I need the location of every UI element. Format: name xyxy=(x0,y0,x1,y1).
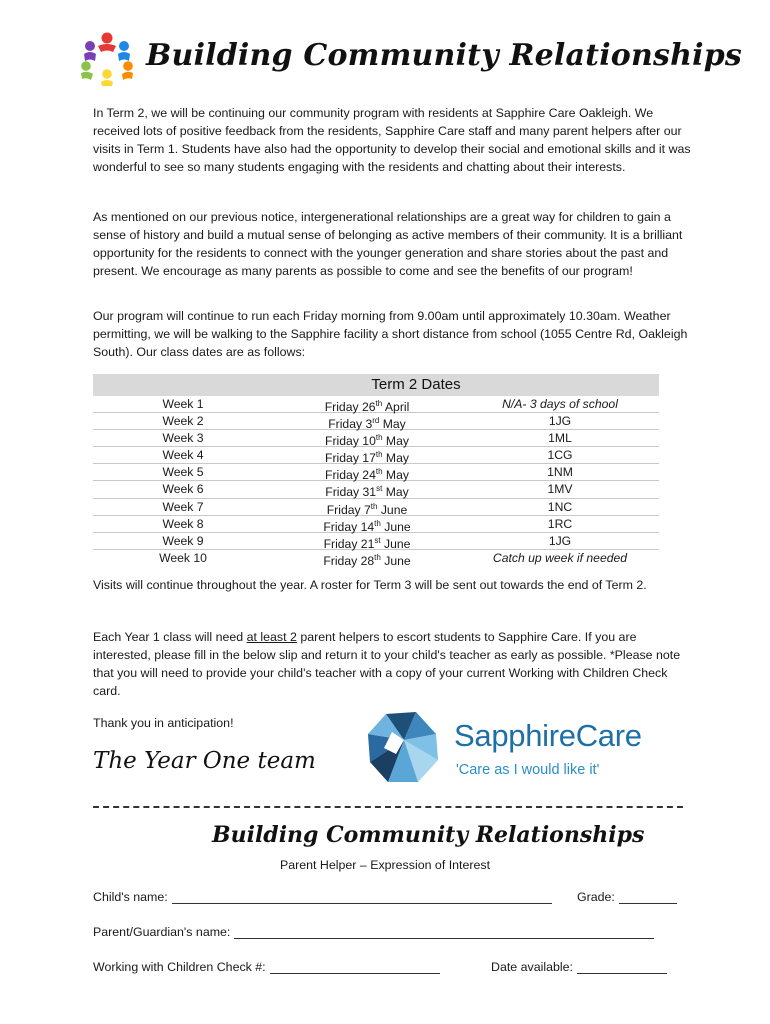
date-month: May xyxy=(385,485,409,500)
date-month: May xyxy=(385,434,409,449)
date-ordinal: st xyxy=(376,484,383,494)
week-cell: Week 3 xyxy=(162,431,204,446)
term-dates-row xyxy=(93,516,659,533)
child-name-label: Child's name: xyxy=(93,890,168,904)
date-ordinal: th xyxy=(375,399,383,408)
date-day: Friday 28 xyxy=(323,553,375,568)
header xyxy=(76,30,742,90)
visits-paragraph: Visits will continue throughout the year. A roster for Term 3 will be sent out towards the end of Term 2. xyxy=(93,578,647,592)
helpers-text-underlined: at least 2 xyxy=(246,630,297,644)
week-cell: Week 6 xyxy=(162,482,204,497)
class-cell: 1NM xyxy=(547,465,573,480)
date-ordinal: th xyxy=(375,467,383,477)
slip-row-parent xyxy=(93,925,683,945)
week-cell: Week 8 xyxy=(162,516,204,531)
term-dates-row xyxy=(93,447,659,464)
date-month: May xyxy=(382,417,406,432)
term-dates-row xyxy=(93,464,659,481)
term-dates-row xyxy=(93,396,659,413)
date-day: Friday 17 xyxy=(325,451,376,466)
date-month: June xyxy=(384,536,411,551)
week-cell: Week 5 xyxy=(162,465,204,480)
term-dates-row xyxy=(93,499,659,516)
date-month: June xyxy=(384,553,411,568)
date-cell xyxy=(273,533,461,549)
slip-subtitle: Parent Helper – Expression of Interest xyxy=(279,858,491,872)
term-dates-row xyxy=(93,481,659,498)
term-dates-heading: Term 2 Dates xyxy=(93,374,659,396)
sapphire-gem-icon xyxy=(366,710,440,784)
date-day: Friday 3 xyxy=(328,417,373,432)
week-cell: Week 2 xyxy=(162,414,204,429)
wwcc-line[interactable] xyxy=(270,961,440,974)
slip-row-wwcc xyxy=(93,960,683,980)
date-ordinal: rd xyxy=(372,416,380,426)
helpers-text-b: parent helpers to escort students to Sapphire Care. If you are interested, please fill in the below slip and return it to your child's teacher as early as possible. *Please note that you will need to provide your child's teacher with a copy of your current Working with Children Check card. xyxy=(93,630,681,698)
parent-name-line[interactable] xyxy=(234,926,654,939)
child-name-line[interactable] xyxy=(172,891,552,904)
date-day: Friday 31 xyxy=(325,485,377,500)
grade-label: Grade: xyxy=(577,890,615,904)
term-dates-row xyxy=(93,430,659,447)
slip-row-child xyxy=(93,890,683,910)
week-cell: Week 10 xyxy=(159,550,207,565)
week-cell: Week 1 xyxy=(162,397,204,411)
week-cell: Week 4 xyxy=(162,448,204,463)
child-name-field[interactable] xyxy=(93,890,552,904)
page-title: Building Community Relationships xyxy=(146,38,742,73)
date-month: June xyxy=(384,519,411,534)
week-cell: Week 7 xyxy=(162,499,204,514)
class-cell: 1CG xyxy=(547,448,573,463)
class-cell: Catch up week if needed xyxy=(492,550,628,565)
date-day: Friday 21 xyxy=(323,536,375,551)
date-day: Friday 24 xyxy=(325,468,376,483)
date-ordinal: th xyxy=(375,433,383,443)
date-cell xyxy=(273,499,461,515)
date-cell xyxy=(273,550,461,566)
date-cell xyxy=(273,430,461,449)
class-cell: 1NC xyxy=(547,499,573,514)
thank-you-text: Thank you in anticipation! xyxy=(93,716,234,730)
date-cell xyxy=(273,396,461,415)
date-cell xyxy=(273,516,461,532)
date-available-field[interactable] xyxy=(491,960,667,974)
date-cell xyxy=(273,413,461,432)
week-cell: Week 9 xyxy=(162,533,204,548)
sapphire-brand-name: SapphireCare xyxy=(454,718,642,753)
date-ordinal: th xyxy=(374,518,381,528)
wwcc-label: Working with Children Check #: xyxy=(93,960,266,974)
date-ordinal: th xyxy=(370,501,378,511)
date-day: Friday 26 xyxy=(324,400,376,415)
sapphire-tagline: 'Care as I would like it' xyxy=(456,762,600,778)
date-available-line[interactable] xyxy=(577,961,667,974)
intro-paragraph: In Term 2, we will be continuing our community program with residents at Sapphire Care Oakleigh. We received lots of positive feedback from the residents, Sapphire Care staff and many parent helpers after our visits in Term 1. Students have also had the opportunity to develop their social and emotional skills and it was wonderful to see so many students engaging with the residents and chatting about their interests. xyxy=(93,106,691,174)
helpers-paragraph xyxy=(93,628,693,700)
sapphire-care-logo xyxy=(366,710,696,790)
cut-here-divider xyxy=(93,806,683,808)
helpers-text-a: Each Year 1 class will need xyxy=(93,630,247,644)
class-cell: 1RC xyxy=(547,516,573,531)
term-dates-row xyxy=(93,533,659,550)
schedule-paragraph: Our program will continue to run each Friday morning from 9.00am until approximately 10.30am. Weather permitting, we will be walking to the Sapphire facility a short distance from school (1055 Centre Rd, Oakleigh South). Our class dates are as follows: xyxy=(93,309,688,359)
date-ordinal: st xyxy=(374,535,381,545)
wwcc-field[interactable] xyxy=(93,960,440,974)
date-cell xyxy=(273,481,461,500)
date-cell xyxy=(273,464,461,483)
date-month: May xyxy=(385,451,409,466)
date-ordinal: th xyxy=(375,450,383,460)
class-cell: 1JG xyxy=(548,414,572,429)
signoff-signature: The Year One team xyxy=(93,748,316,774)
class-cell: 1ML xyxy=(548,431,572,446)
class-cell: 1MV xyxy=(547,482,573,497)
date-cell xyxy=(273,447,461,466)
grade-field[interactable] xyxy=(577,890,677,904)
date-ordinal: th xyxy=(374,552,381,562)
term-dates-row xyxy=(93,413,659,430)
class-cell: 1JG xyxy=(548,533,572,548)
date-day: Friday 7 xyxy=(326,502,371,517)
community-people-logo-icon xyxy=(76,30,138,86)
parent-name-label: Parent/Guardian's name: xyxy=(93,925,231,939)
term-dates-row xyxy=(93,550,659,566)
slip-title: Building Community Relationships xyxy=(212,822,645,848)
date-month: April xyxy=(384,400,410,415)
term-dates-body xyxy=(93,396,659,566)
date-month: May xyxy=(385,468,409,483)
date-day: Friday 14 xyxy=(323,519,375,534)
parent-name-field[interactable] xyxy=(93,925,654,939)
date-available-label: Date available: xyxy=(491,960,573,974)
date-month: June xyxy=(380,502,408,517)
date-day: Friday 10 xyxy=(325,434,376,449)
intergenerational-paragraph: As mentioned on our previous notice, intergenerational relationships are a great way for children to gain a sense of history and build a mutual sense of belonging as active members of their community. It is a brilliant opportunity for the residents to connect with the younger generation and share stories about the past and present. We encourage as many parents as possible to come and see the benefits of our program! xyxy=(93,210,683,278)
class-cell: N/A- 3 days of school xyxy=(502,397,618,411)
grade-line[interactable] xyxy=(619,891,677,904)
term-dates-table xyxy=(93,374,659,566)
